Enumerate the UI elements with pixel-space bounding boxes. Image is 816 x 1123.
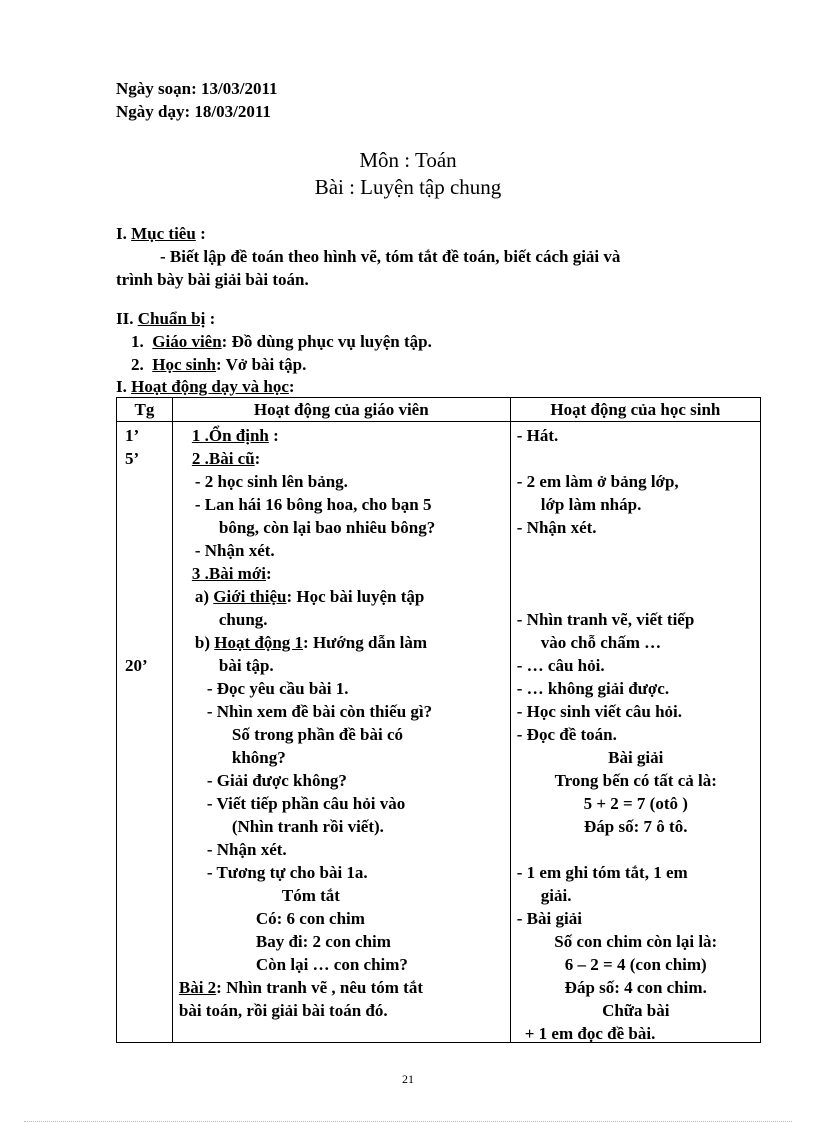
header-time: Tg (117, 398, 173, 422)
section-colon: : (195, 224, 206, 243)
teacher-line: Bài 2: Nhìn tranh vẽ , nêu tóm tắt (178, 978, 424, 997)
section-number: I. (116, 377, 127, 396)
preparation-item-teacher (131, 331, 432, 353)
time-value: 20’ (125, 656, 148, 675)
section-number: I. (116, 224, 127, 243)
student-line: giải. (540, 886, 572, 905)
teacher-line: - Tương tự cho bài 1a. (206, 863, 368, 882)
table-row (117, 422, 761, 1043)
time-value: 1’ (125, 426, 140, 445)
teacher-line: 3 .Bài mới: (191, 564, 272, 583)
objectives-line-1: - Biết lập đề toán theo hình vẽ, tóm tắt đề toán, biết cách giải và (160, 247, 621, 266)
teacher-line: - Nhìn xem đề bài còn thiếu gì? (206, 702, 433, 721)
section-activities-heading (116, 376, 295, 398)
teacher-line: Tóm tắt (281, 886, 340, 905)
teacher-line: Bay đi: 2 con chim (255, 932, 391, 951)
student-line: - Nhìn tranh vẽ, viết tiếp (516, 610, 695, 629)
teacher-line: Số trong phần đề bài có (231, 725, 404, 744)
student-activity-cell (510, 422, 760, 1043)
teacher-line: bài tập. (218, 656, 274, 675)
preparation-item-student (131, 354, 306, 376)
student-line: - Đọc đề toán. (516, 725, 617, 744)
section-objectives-heading (116, 223, 206, 245)
teacher-line: Có: 6 con chim (255, 909, 365, 928)
teacher-line: a) Giới thiệu: Học bài luyện tập (194, 587, 425, 606)
section-number: II. (116, 309, 134, 328)
time-cell (117, 422, 173, 1043)
header-teacher: Hoạt động của giáo viên (172, 398, 510, 422)
teacher-activity-cell (172, 422, 510, 1043)
teacher-line: - Nhận xét. (194, 541, 275, 560)
section-title: Chuẩn bị (137, 309, 206, 328)
item-number: 1. (131, 332, 144, 351)
teacher-line: (Nhìn tranh rồi viết). (231, 817, 384, 836)
table-header-row (117, 398, 761, 422)
student-line: lớp làm nháp. (540, 495, 642, 514)
teacher-line: 1 .Ổn định : (191, 426, 279, 445)
student-line: + 1 em đọc đề bài. (524, 1024, 656, 1043)
page-number: 21 (402, 1072, 414, 1086)
student-line: 6 – 2 = 4 (con chim) (564, 955, 707, 974)
objectives-line-2: trình bày bài giải bài toán. (116, 270, 309, 289)
student-line: - Học sinh viết câu hỏi. (516, 702, 683, 721)
student-line: - … không giải được. (516, 679, 670, 698)
lesson-title: Bài : Luyện tập chung (314, 175, 502, 199)
teacher-line: - Viết tiếp phần câu hỏi vào (206, 794, 406, 813)
page-edge-divider (24, 1121, 792, 1122)
time-value: 5’ (125, 449, 140, 468)
date-prepared: Ngày soạn: 13/03/2011 (116, 79, 278, 98)
teacher-line: - Lan hái 16 bông hoa, cho bạn 5 (194, 495, 432, 514)
student-line: - … câu hỏi. (516, 656, 605, 675)
student-line: - 2 em làm ở bảng lớp, (516, 472, 679, 491)
teacher-line: chung. (218, 610, 268, 629)
student-line: - Nhận xét. (516, 518, 597, 537)
section-colon: : (205, 309, 216, 328)
student-line: vào chỗ chấm … (540, 633, 662, 652)
teacher-line: Còn lại … con chim? (255, 955, 408, 974)
item-text: : Đồ dùng phục vụ luyện tập. (221, 332, 432, 351)
item-text: : Vở bài tập. (216, 355, 307, 374)
header-student: Hoạt động của học sinh (510, 398, 760, 422)
item-label: Giáo viên (152, 332, 222, 351)
date-taught: Ngày dạy: 18/03/2011 (116, 102, 271, 121)
student-line: Đáp số: 7 ô tô. (584, 817, 688, 836)
student-line: Bài giải (608, 748, 664, 767)
teacher-line: - Đọc yêu cầu bài 1. (206, 679, 349, 698)
student-line: Số con chim còn lại là: (554, 932, 718, 951)
student-line: - 1 em ghi tóm tắt, 1 em (516, 863, 688, 882)
teacher-line: 2 .Bài cũ: (191, 449, 261, 468)
student-line: Trong bến có tất cả là: (554, 771, 717, 790)
lesson-table (116, 397, 761, 1043)
section-preparation-heading (116, 308, 215, 330)
student-line: Đáp số: 4 con chim. (564, 978, 707, 997)
item-number: 2. (131, 355, 144, 374)
teacher-line: không? (231, 748, 286, 767)
teacher-line: - 2 học sinh lên bảng. (194, 472, 348, 491)
student-line: Chữa bài (602, 1001, 670, 1020)
student-line: - Hát. (516, 426, 559, 445)
teacher-line: bài toán, rồi giải bài toán đó. (178, 1001, 388, 1020)
student-line: - Bài giải (516, 909, 582, 928)
teacher-line: - Nhận xét. (206, 840, 287, 859)
item-label: Học sinh (152, 355, 217, 374)
section-title: Mục tiêu (131, 224, 196, 243)
teacher-line: bông, còn lại bao nhiêu bông? (218, 518, 436, 537)
teacher-line: - Giải được không? (206, 771, 347, 790)
section-colon: : (288, 377, 295, 396)
student-line: 5 + 2 = 7 (otô ) (583, 794, 688, 813)
subject-title: Môn : Toán (359, 148, 457, 172)
teacher-line: b) Hoạt động 1: Hướng dẫn làm (194, 633, 428, 652)
section-title: Hoạt động dạy và học (131, 377, 289, 396)
